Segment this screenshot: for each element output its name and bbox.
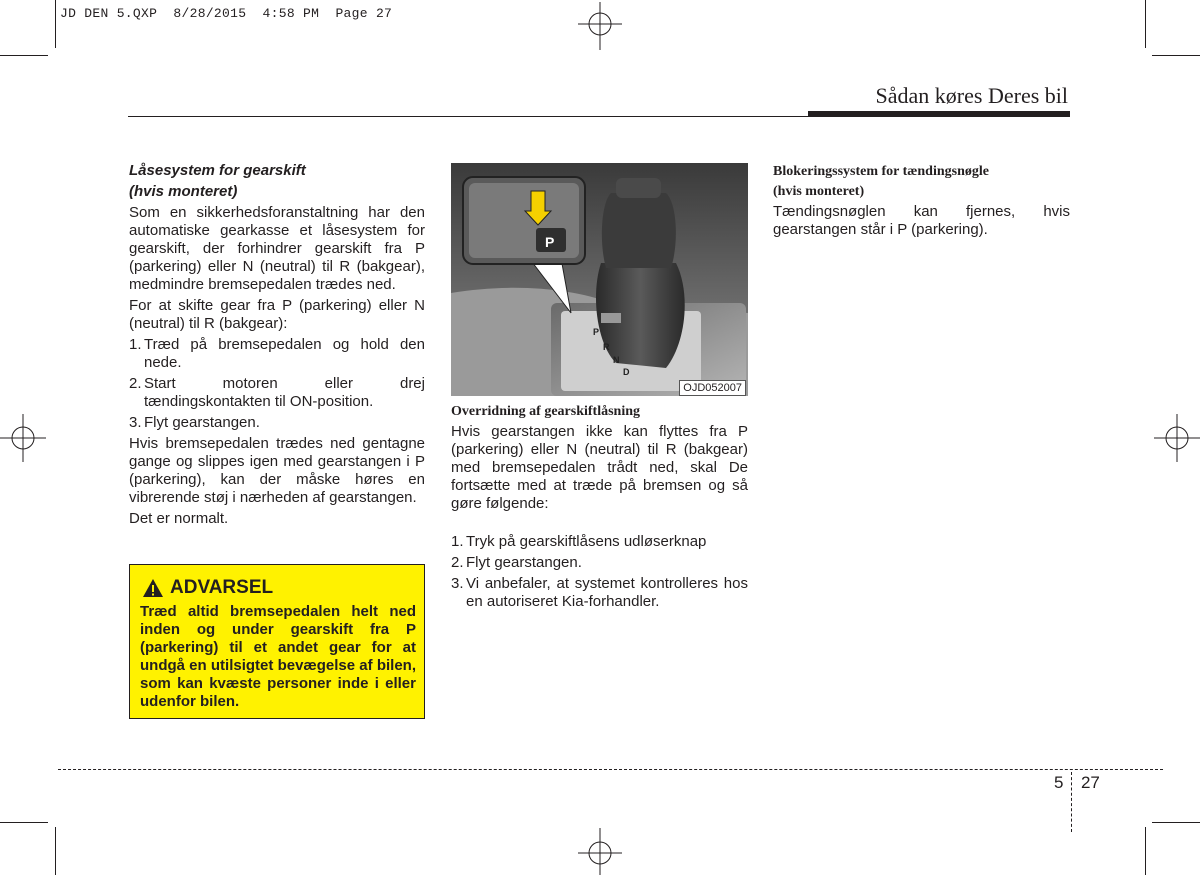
shift-letter-p: P	[593, 327, 600, 337]
column-1	[129, 162, 425, 531]
warning-triangle-icon	[142, 578, 164, 598]
page-number	[1054, 773, 1100, 793]
subheading: Blokeringssystem for tændingsnøgle	[773, 164, 989, 179]
paragraph: Som en sikkerhedsforanstaltning har den automatiske gearkasse et låsesystem for gearskift, der forhindrer gearskift fra P (parkering) eller N (neutral) til R (bakgear), medmindre bremsepedalen trædes ned.	[129, 204, 425, 293]
list-item: 2. Flyt gearstangen.	[451, 554, 582, 571]
step-list	[129, 336, 425, 432]
print-slug: JD DEN 5.QXP 8/28/2015 4:58 PM Page 27	[60, 6, 393, 21]
crop-mark	[1145, 0, 1146, 48]
subheading: Overridning af gearskiftlåsning	[451, 404, 641, 419]
header-rule-thick	[808, 111, 1070, 117]
figure-caption: OJD052007	[679, 380, 746, 396]
step-list	[451, 533, 748, 611]
section-title: Sådan køres Deres bil	[875, 83, 1068, 108]
registration-mark-left	[0, 410, 50, 470]
crop-mark	[55, 827, 56, 875]
footer-rule	[58, 769, 1163, 770]
crop-mark	[1145, 827, 1146, 875]
header-rule	[128, 116, 808, 117]
shift-letter-d: D	[623, 367, 630, 377]
paragraph: Tændingsnøglen kan fjernes, hvis gearstangen står i P (parkering).	[773, 203, 1070, 238]
subheading-note: (hvis monteret)	[129, 183, 238, 200]
registration-mark-top	[570, 2, 630, 52]
gear-shift-figure	[451, 163, 748, 396]
list-item: 3. Flyt gearstangen.	[129, 414, 260, 431]
paragraph: Det er normalt.	[129, 510, 229, 527]
crop-mark	[55, 0, 56, 48]
subheading-note: (hvis monteret)	[773, 184, 865, 199]
warning-text: Træd altid bremsepedalen helt ned inden og under gearskift fra P (parkering) til et andet gear for at undgå en utilsigtet bevægelse af bilen, som kan kvæste personer inde i eller udenfor bilen.	[140, 603, 416, 710]
crop-mark	[1152, 822, 1200, 823]
warning-title: ADVARSEL	[142, 577, 273, 599]
chapter-number: 5	[1054, 773, 1064, 792]
paragraph: For at skifte gear fra P (parkering) eller N (neutral) til R (bakgear):	[129, 297, 425, 332]
list-item: 1. Træd på bremsepedalen og hold den nede.	[129, 336, 425, 371]
shift-letter-n: N	[613, 355, 620, 365]
subheading: Låsesystem for gearskift	[129, 162, 306, 179]
column-3	[773, 163, 1070, 242]
list-item: 3. Vi anbefaler, at systemet kontrolleres hos en autoriseret Kia-forhandler.	[451, 575, 748, 610]
list-item: 2. Start motoren eller drej tændingskontakten til ON-position.	[129, 375, 425, 410]
crop-mark	[1152, 55, 1200, 56]
warning-box	[129, 564, 425, 719]
gear-shift-illustration	[451, 163, 748, 396]
inset-p-label: P	[545, 234, 555, 250]
registration-mark-right	[1150, 410, 1200, 470]
shift-letter-r: R	[603, 342, 610, 352]
crop-mark	[0, 55, 48, 56]
list-item: 1. Tryk på gearskiftlåsens udløserknap	[451, 533, 707, 550]
registration-mark-bottom	[570, 826, 630, 875]
crop-mark	[0, 822, 48, 823]
paragraph: Hvis bremsepedalen trædes ned gentagne gange og slippes igen med gearstangen i P (parkering), kan der måske høres en vibrerende støj i nærheden af gearstangen.	[129, 435, 425, 506]
column-2	[451, 403, 748, 614]
paragraph: Hvis gearstangen ikke kan flyttes fra P (parkering) eller N (neutral) til R (bakgear) med bremsepedalen trådt ned, skal De fortsætte med at træde på bremsen og så gøre følgende:	[451, 423, 748, 512]
footer-divider	[1071, 772, 1072, 832]
page-index: 27	[1080, 773, 1100, 792]
